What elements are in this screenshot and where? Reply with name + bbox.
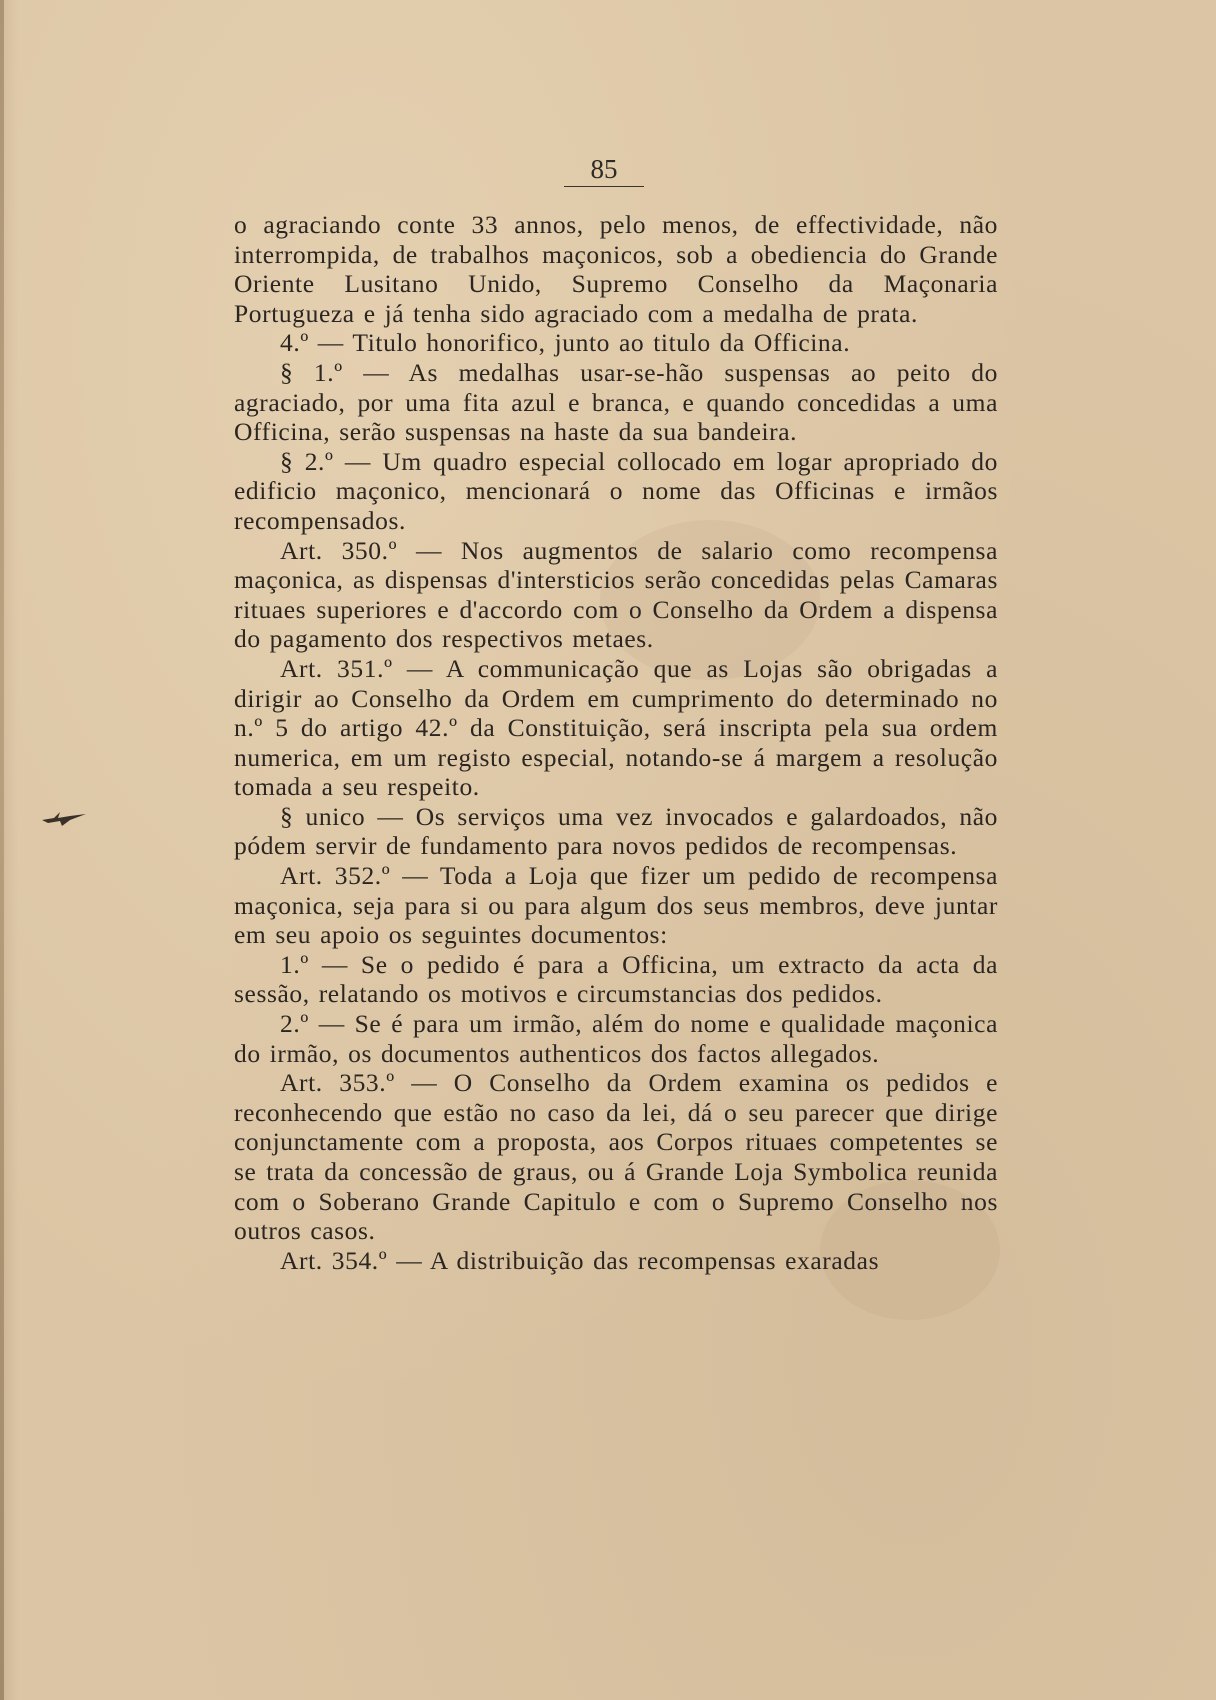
list-item-2: 2.º — Se é para um irmão, além do nome e qualidade maçonica do irmão, os documentos authenticos dos factos allegados. (234, 1009, 998, 1068)
header-rule (564, 186, 644, 187)
section-unico: § unico — Os serviços uma vez invocados e galardoados, não pódem servir de fundamento para novos pedidos de recompensas. (234, 801, 998, 861)
page-number: 85 (590, 154, 618, 184)
section-2: § 2.º — Um quadro especial collocado em logar apropriado do edificio maçonico, mencionará o nome das Officinas e irmãos recompensados. (234, 446, 998, 535)
marginal-pen-mark-icon (40, 806, 90, 830)
list-item-1: 1.º — Se o pedido é para a Officina, um extracto da acta da sessão, relatando os motivos e circumstancias dos pedidos. (234, 949, 998, 1009)
article-353: Art. 353.º — O Conselho da Ordem examina os pedidos e reconhecendo que estão no caso da lei, dá o seu parecer que dirige conjunctamente com a proposta, aos Corpos rituaes competentes se se trata da concessão de graus, ou á Grande Loja Symbolica reunida com o Soberano Grande Capitulo e com o Supremo Conselho nos outros casos. (234, 1068, 998, 1246)
section-1: § 1.º — As medalhas usar-se-hão suspensas ao peito do agraciado, por uma fita azul e branca, e quando concedidas a uma Officina, serão suspensas na haste da sua bandeira. (234, 357, 998, 447)
body-text (234, 210, 998, 1275)
article-352: Art. 352.º — Toda a Loja que fizer um pedido de recompensa maçonica, seja para si ou para algum dos seus membros, deve juntar em seu apoio os seguintes documentos: (234, 861, 998, 950)
page-header (560, 154, 648, 187)
article-351: Art. 351.º — A communicação que as Lojas são obrigadas a dirigir ao Conselho da Ordem em cumprimento do determinado no n.º 5 do artigo 42.º da Constituição, será inscripta pela sua ordem numerica, em um registo especial, notando-se á margem a resolução tomada a seu respeito. (234, 653, 998, 802)
article-354: Art. 354.º — A distribuição das recompensas exaradas (280, 1245, 880, 1275)
list-item-4: 4.º — Titulo honorifico, junto ao titulo da Officina. (280, 328, 851, 358)
article-350: Art. 350.º — Nos augmentos de salario como recompensa maçonica, as dispensas d'intersticios serão concedidas pelas Camaras rituaes superiores e d'accordo com o Conselho da Ordem a dispensa do pagamento dos respectivos metaes. (234, 535, 998, 654)
page-binding-edge (0, 0, 4, 1700)
paragraph-continuation: o agraciando conte 33 annos, pelo menos, de effectividade, não interrompida, de trabalhos maçonicos, sob a obediencia do Grande Oriente Lusitano Unido, Supremo Conselho da Maçonaria Portugueza e já tenha sido agraciado com a medalha de prata. (234, 210, 998, 328)
